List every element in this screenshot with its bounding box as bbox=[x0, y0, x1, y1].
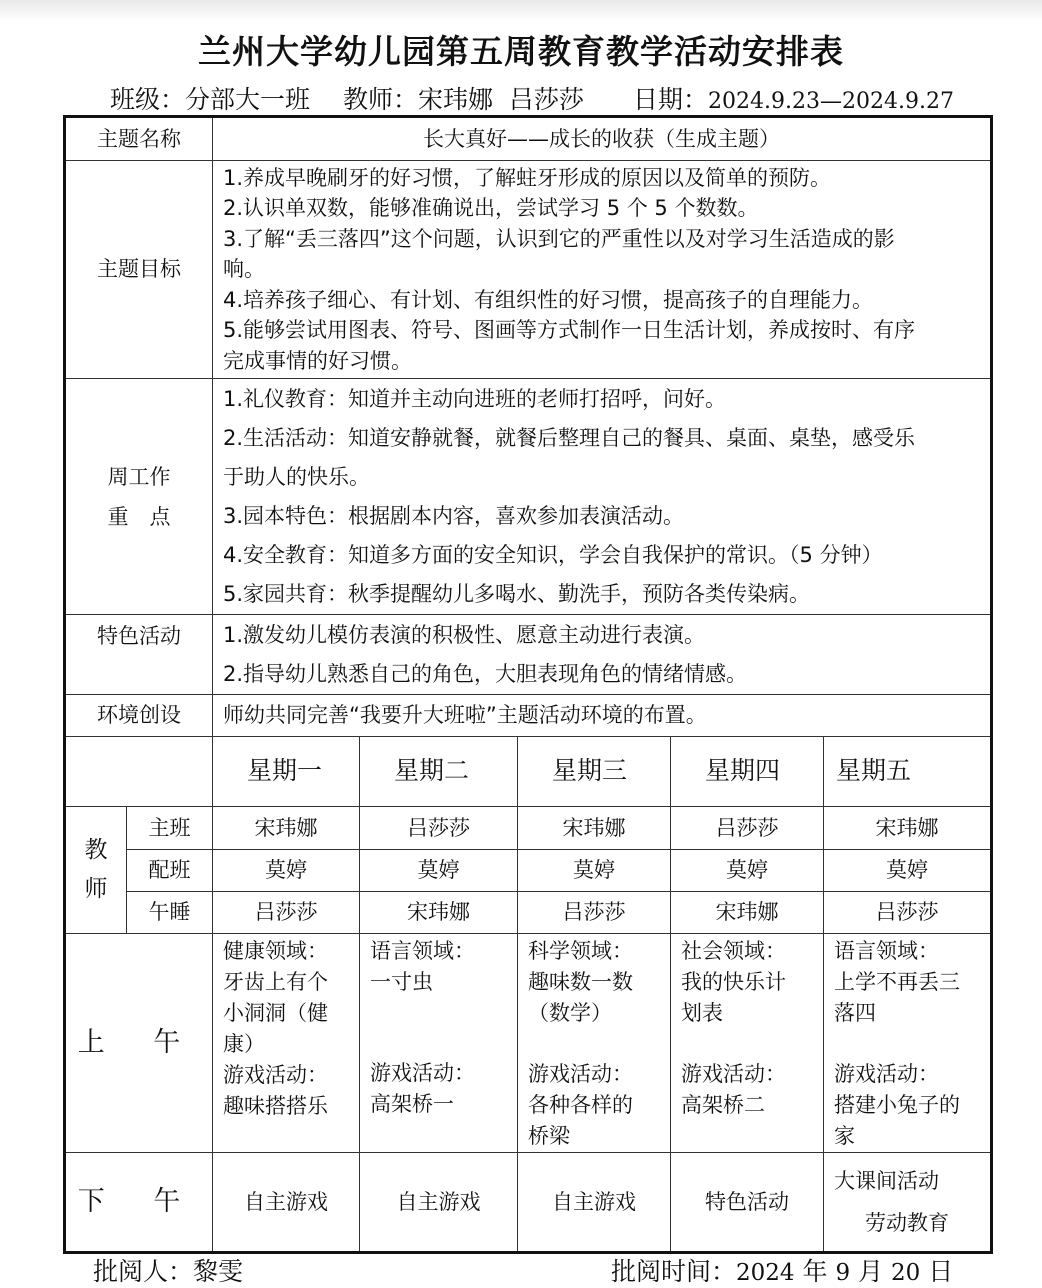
goals-label: 主题目标 bbox=[65, 161, 213, 379]
spacer bbox=[370, 998, 511, 1028]
day-header-wed: 星期三 bbox=[518, 737, 671, 807]
theme-row bbox=[65, 117, 992, 161]
focus-line: 5.家园共育：秋季提醒幼儿多喝水、勤洗手，预防各类传染病。 bbox=[223, 581, 811, 606]
staff-name: 莫婷 bbox=[360, 850, 518, 892]
game-line: 高架桥二 bbox=[681, 1093, 765, 1117]
teacher-info bbox=[343, 80, 584, 114]
morning-cell-thu bbox=[671, 934, 824, 1153]
lesson-line: 康） bbox=[223, 1032, 265, 1056]
goal-line: 4.培养孩子细心、有计划、有组织性的好习惯，提高孩子的自理能力。 bbox=[223, 287, 874, 312]
goal-line: 3.了解“丢三落四”这个问题，认识到它的严重性以及对学习生活造成的影 bbox=[223, 226, 895, 251]
feature-row bbox=[65, 615, 992, 695]
day-header-tue: 星期二 bbox=[360, 737, 518, 807]
focus-content bbox=[213, 379, 992, 615]
weekday-header-row bbox=[65, 737, 992, 807]
focus-label-line2: 重 点 bbox=[107, 504, 171, 529]
teacher-value: 宋玮娜 吕莎莎 bbox=[418, 85, 584, 114]
afternoon-row bbox=[65, 1153, 992, 1253]
environment-label: 环境创设 bbox=[65, 695, 213, 737]
staff-role-nap: 午睡 bbox=[127, 892, 213, 934]
lesson-line: 划表 bbox=[681, 1001, 723, 1025]
game-line: 游戏活动： bbox=[370, 1061, 475, 1085]
staff-name: 莫婷 bbox=[671, 850, 824, 892]
lesson-line: 社会领域： bbox=[681, 939, 786, 963]
afternoon-cell-thu: 特色活动 bbox=[671, 1153, 824, 1253]
lesson-line: 落四 bbox=[834, 1001, 876, 1025]
goal-line: 2.认识单双数，能够准确说出，尝试学习 5 个 5 个数数。 bbox=[223, 196, 759, 221]
lesson-line: 语言领域： bbox=[834, 939, 939, 963]
staff-name: 宋玮娜 bbox=[213, 807, 360, 850]
staff-name: 吕莎莎 bbox=[213, 892, 360, 934]
game-line: 游戏活动： bbox=[834, 1062, 939, 1086]
review-time-label: 批阅时间： bbox=[611, 1257, 737, 1286]
afternoon-cell-mon: 自主游戏 bbox=[213, 1153, 360, 1253]
focus-line: 于助人的快乐。 bbox=[223, 464, 370, 489]
spacer bbox=[834, 1029, 984, 1059]
staff-role-assist: 配班 bbox=[127, 850, 213, 892]
lesson-line: 一寸虫 bbox=[370, 970, 433, 994]
teacher-label: 教师： bbox=[343, 85, 419, 114]
theme-value: 长大真好——成长的收获（生成主题） bbox=[213, 117, 992, 161]
lesson-line: 我的快乐计 bbox=[681, 970, 786, 994]
environment-value: 师幼共同完善“我要升大班啦”主题活动环境的布置。 bbox=[213, 695, 992, 737]
game-line: 各种各样的 bbox=[528, 1093, 633, 1117]
teacher-group-char1: 教 bbox=[84, 836, 108, 863]
staff-role-lead: 主班 bbox=[127, 807, 213, 850]
date-value: 2024.9.23—2024.9.27 bbox=[708, 89, 954, 114]
weekday-corner bbox=[65, 737, 213, 807]
staff-row-nap bbox=[65, 892, 992, 934]
review-year: 2024 bbox=[736, 1260, 795, 1286]
day-header-thu: 星期四 bbox=[671, 737, 824, 807]
lesson-line: 科学领域： bbox=[528, 939, 633, 963]
spacer bbox=[370, 1028, 511, 1058]
focus-label bbox=[65, 379, 213, 615]
game-line: 高架桥一 bbox=[370, 1092, 454, 1116]
game-line: 搭建小兔子的 bbox=[834, 1093, 960, 1117]
teacher-group-label bbox=[65, 807, 127, 934]
feature-label: 特色活动 bbox=[65, 615, 213, 695]
staff-name: 吕莎莎 bbox=[360, 807, 518, 850]
staff-name: 宋玮娜 bbox=[824, 807, 992, 850]
game-line: 游戏活动： bbox=[223, 1063, 328, 1087]
reviewer-value: 黎雯 bbox=[193, 1257, 244, 1286]
class-label: 班级： bbox=[110, 85, 186, 114]
afternoon-cell-fri bbox=[824, 1153, 992, 1253]
game-line: 游戏活动： bbox=[681, 1062, 786, 1086]
review-month: 9 bbox=[835, 1260, 851, 1286]
staff-name: 吕莎莎 bbox=[671, 807, 824, 850]
goal-line: 5.能够尝试用图表、符号、图画等方式制作一日生活计划，养成按时、有序 bbox=[223, 318, 916, 343]
lesson-line: 小洞洞（健 bbox=[223, 1001, 328, 1025]
game-line: 游戏活动： bbox=[528, 1062, 633, 1086]
focus-label-line1: 周工作 bbox=[107, 464, 171, 489]
page-top-shadow bbox=[0, 0, 1042, 22]
afternoon-fri-line2: 劳动教育 bbox=[865, 1211, 949, 1235]
date-label: 日期： bbox=[633, 85, 709, 114]
lesson-line: （数学） bbox=[528, 1001, 612, 1025]
staff-name: 宋玮娜 bbox=[518, 807, 671, 850]
lesson-line: 上学不再丢三 bbox=[834, 970, 960, 994]
day-header-mon: 星期一 bbox=[213, 737, 360, 807]
morning-row bbox=[65, 934, 992, 1153]
focus-line: 2.生活活动：知道安静就餐，就餐后整理自己的餐具、桌面、桌垫，感受乐 bbox=[223, 425, 916, 450]
staff-name: 吕莎莎 bbox=[824, 892, 992, 934]
day-header-fri: 星期五 bbox=[824, 737, 992, 807]
environment-row bbox=[65, 695, 992, 737]
lesson-line: 牙齿上有个 bbox=[223, 970, 328, 994]
afternoon-label: 下 午 bbox=[65, 1153, 213, 1253]
morning-cell-tue bbox=[360, 934, 518, 1153]
class-value: 分部大一班 bbox=[185, 85, 311, 114]
goals-content bbox=[213, 161, 992, 379]
focus-line: 4.安全教育：知道多方面的安全知识，学会自我保护的常识。（5 分钟） bbox=[223, 542, 883, 567]
lesson-line: 语言领域： bbox=[370, 939, 475, 963]
schedule-table bbox=[63, 115, 993, 1254]
page-title: 兰州大学幼儿园第五周教育教学活动安排表 bbox=[198, 32, 844, 71]
staff-row-lead bbox=[65, 807, 992, 850]
morning-cell-fri bbox=[824, 934, 992, 1153]
review-year-unit: 年 bbox=[802, 1257, 828, 1286]
feature-line: 1.激发幼儿模仿表演的积极性、愿意主动进行表演。 bbox=[223, 622, 706, 647]
date-info bbox=[633, 80, 954, 114]
staff-name: 宋玮娜 bbox=[360, 892, 518, 934]
afternoon-cell-wed: 自主游戏 bbox=[518, 1153, 671, 1253]
reviewer-label: 批阅人： bbox=[93, 1257, 194, 1286]
staff-name: 宋玮娜 bbox=[671, 892, 824, 934]
staff-name: 吕莎莎 bbox=[518, 892, 671, 934]
review-day-unit: 日 bbox=[928, 1257, 954, 1286]
morning-cell-mon bbox=[213, 934, 360, 1153]
lesson-line: 趣味数一数 bbox=[528, 970, 633, 994]
feature-content bbox=[213, 615, 992, 695]
staff-row-assist bbox=[65, 850, 992, 892]
afternoon-cell-tue: 自主游戏 bbox=[360, 1153, 518, 1253]
goal-line: 1.养成早晚刷牙的好习惯，了解蛀牙形成的原因以及简单的预防。 bbox=[223, 165, 832, 190]
goals-row bbox=[65, 161, 992, 379]
focus-line: 1.礼仪教育：知道并主动向进班的老师打招呼，问好。 bbox=[223, 386, 727, 411]
staff-name: 莫婷 bbox=[824, 850, 992, 892]
spacer bbox=[528, 1029, 664, 1059]
class-info bbox=[110, 80, 310, 114]
staff-name: 莫婷 bbox=[518, 850, 671, 892]
morning-cell-wed bbox=[518, 934, 671, 1153]
focus-line: 3.园本特色：根据剧本内容，喜欢参加表演活动。 bbox=[223, 503, 685, 528]
goal-line: 响。 bbox=[223, 257, 265, 282]
feature-line: 2.指导幼儿熟悉自己的角色，大胆表现角色的情绪情感。 bbox=[223, 661, 748, 686]
game-line: 桥梁 bbox=[528, 1124, 570, 1148]
goal-line: 完成事情的好习惯。 bbox=[223, 348, 412, 373]
game-line: 家 bbox=[834, 1124, 855, 1148]
game-line: 趣味搭搭乐 bbox=[223, 1094, 328, 1118]
staff-name: 莫婷 bbox=[213, 850, 360, 892]
lesson-line: 健康领域： bbox=[223, 939, 328, 963]
spacer bbox=[681, 1029, 817, 1059]
afternoon-fri-line1: 大课间活动 bbox=[834, 1169, 939, 1193]
focus-row bbox=[65, 379, 992, 615]
theme-label: 主题名称 bbox=[65, 117, 213, 161]
morning-label: 上 午 bbox=[65, 934, 213, 1153]
review-day: 20 bbox=[891, 1260, 921, 1286]
teacher-group-char2: 师 bbox=[84, 876, 108, 902]
review-month-unit: 月 bbox=[858, 1257, 884, 1286]
